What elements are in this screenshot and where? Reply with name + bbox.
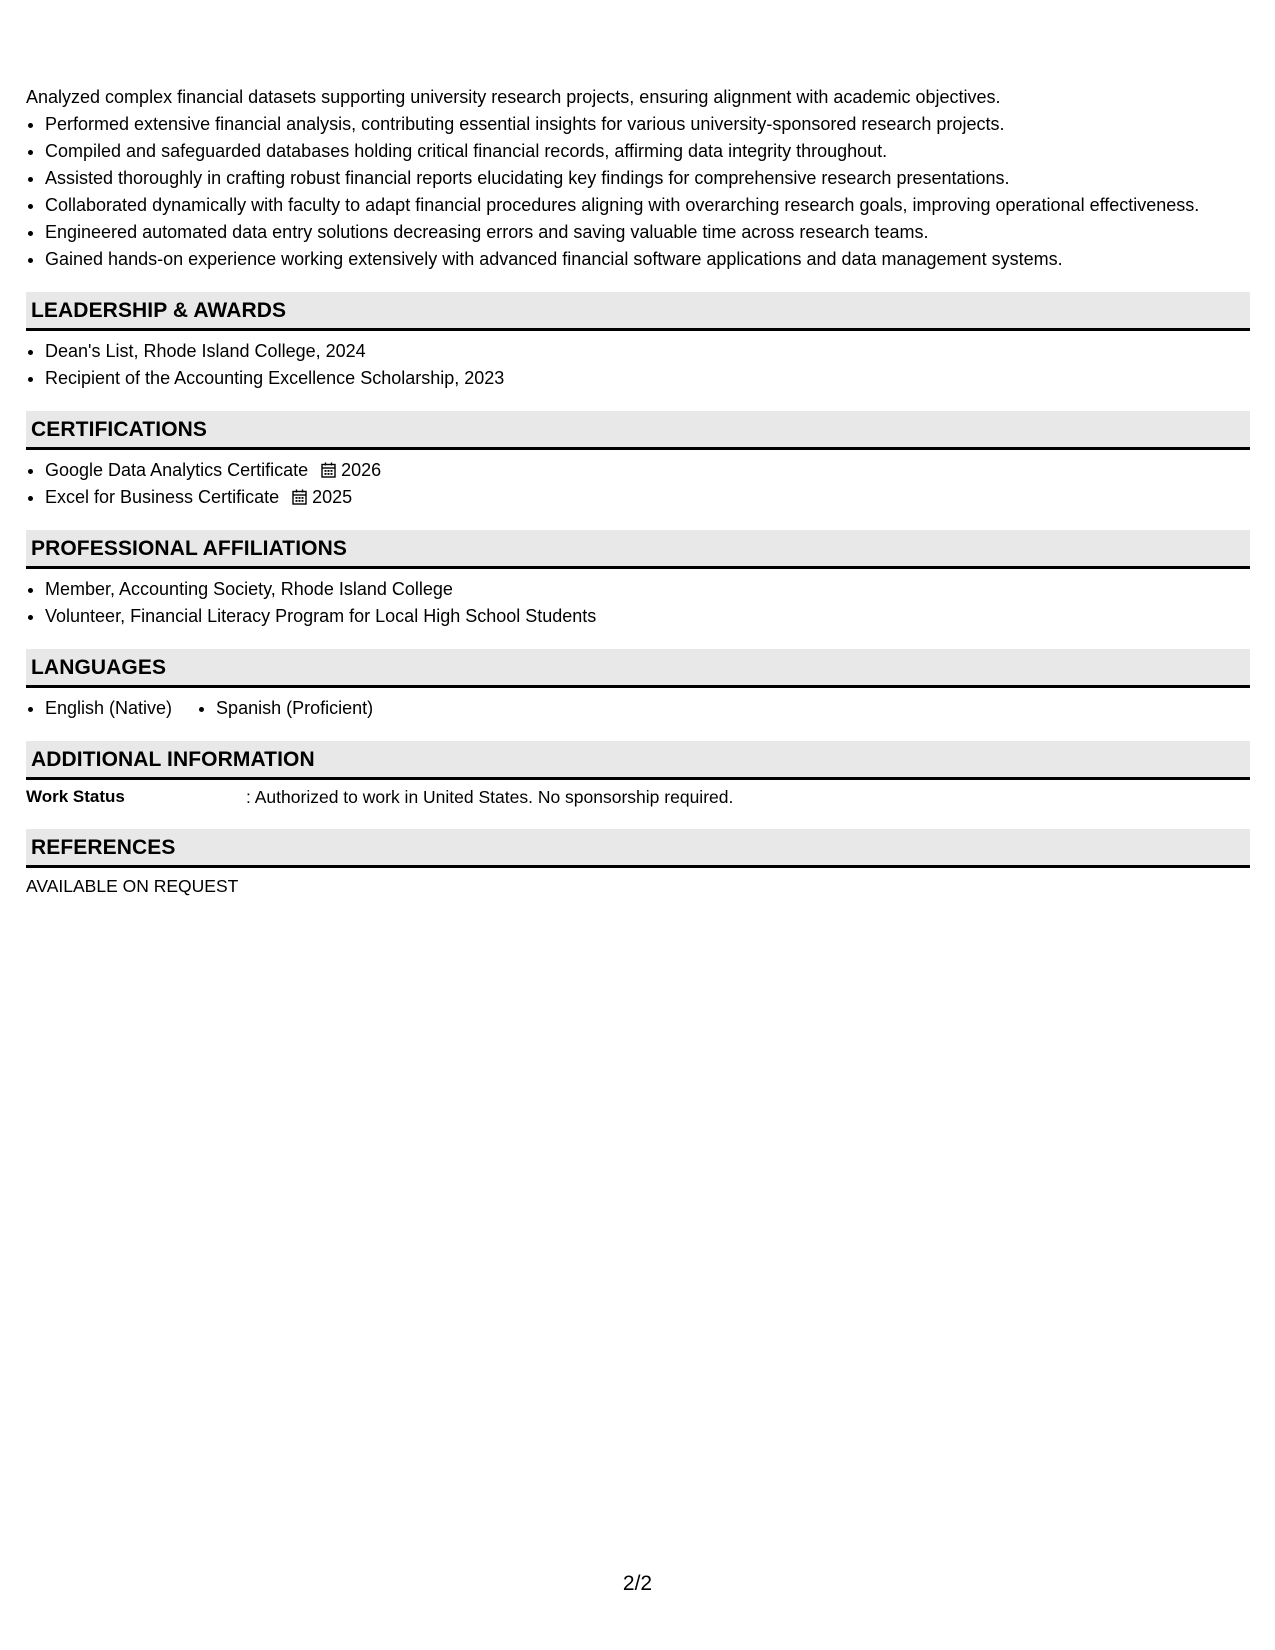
experience-bullet: • Assisted thoroughly in crafting robust financial reports elucidating key findings for comprehensive research presentations. [45,165,1250,192]
leadership-section [26,292,1250,392]
certifications-section [26,411,1250,511]
experience-bullet: • Gained hands-on experience working extensively with advanced financial software applications and data management systems. [45,246,1250,273]
list-item: • Member, Accounting Society, Rhode Island College [45,576,1250,603]
experience-bullet: • Engineered automated data entry solutions decreasing errors and saving valuable time across research teams. [45,219,1250,246]
list-item: • Dean's List, Rhode Island College, 2024 [45,338,1250,365]
certificate-name: Excel for Business Certificate [45,487,280,507]
list-item: • Recipient of the Accounting Excellence Scholarship, 2023 [45,365,1250,392]
list-item: • Volunteer, Financial Literacy Program for Local High School Students [45,603,1250,630]
section-title: LEADERSHIP & AWARDS [31,298,287,322]
certificate-year: 2026 [341,460,382,480]
affiliations-section [26,530,1250,630]
list-item [45,484,1250,511]
section-header [26,741,1250,780]
language-item: • Spanish (Proficient) [216,695,373,722]
references-text: AVAILABLE ON REQUEST [26,876,239,896]
list-item [45,457,1250,484]
additional-info-section [26,741,1250,810]
references-section [26,829,1250,899]
work-status-value: : Authorized to work in United States. No sponsorship required. [246,787,734,807]
languages-list [26,695,1250,722]
section-header [26,649,1250,688]
section-title: PROFESSIONAL AFFILIATIONS [31,536,347,560]
section-header [26,530,1250,569]
page-number: 2/2 [622,1572,653,1595]
certifications-list [26,457,1250,511]
section-title: REFERENCES [31,835,176,859]
section-header [26,292,1250,331]
experience-bullet: • Compiled and safeguarded databases holding critical financial records, affirming data integrity throughout. [45,138,1250,165]
experience-summary: Analyzed complex financial datasets supporting university research projects, ensuring alignment with academic objectives. [26,87,1001,107]
section-title: CERTIFICATIONS [31,417,208,441]
certificate-year: 2025 [312,487,353,507]
language-item: • English (Native) [45,695,172,722]
experience-bullet-list [26,111,1250,273]
calendar-icon [321,462,336,478]
work-status-row [26,784,1250,810]
section-header [26,829,1250,868]
section-title: LANGUAGES [31,655,167,679]
experience-bullet: • Collaborated dynamically with faculty to adapt financial procedures aligning with overarching research goals, improving operational effectiveness. [45,192,1250,219]
affiliations-list [26,576,1250,630]
work-status-label: Work Status [26,787,125,806]
section-header [26,411,1250,450]
calendar-icon [292,489,307,505]
certificate-name: Google Data Analytics Certificate [45,460,309,480]
leadership-list [26,338,1250,392]
languages-section [26,649,1250,722]
section-title: ADDITIONAL INFORMATION [31,747,315,771]
experience-bullet: • Performed extensive financial analysis, contributing essential insights for various university-sponsored research projects. [45,111,1250,138]
resume-page [26,84,1250,899]
